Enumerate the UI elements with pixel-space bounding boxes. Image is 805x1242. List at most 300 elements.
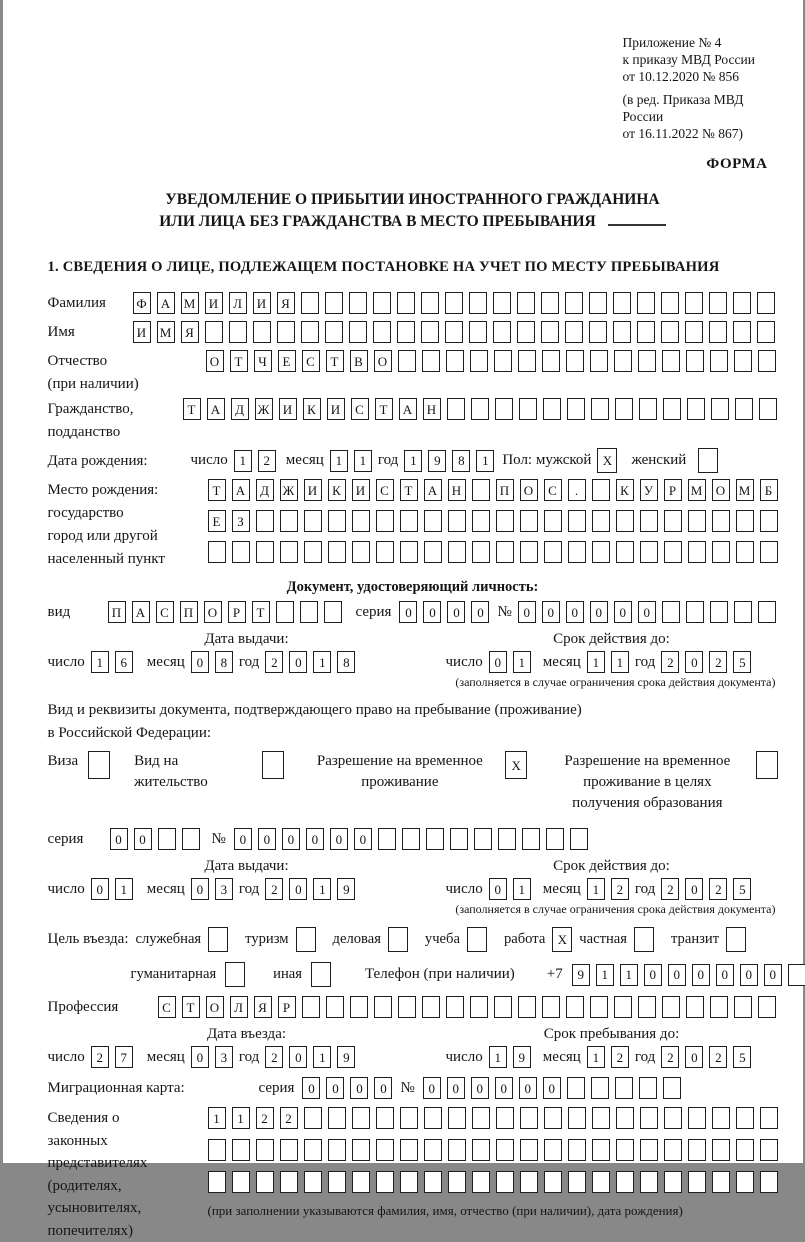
char-cell[interactable] xyxy=(301,321,319,343)
char-cell[interactable] xyxy=(735,398,753,420)
char-cell[interactable] xyxy=(757,292,775,314)
char-cell[interactable]: И xyxy=(133,321,151,343)
char-cell[interactable]: Т xyxy=(400,479,418,501)
char-cell[interactable]: А xyxy=(132,601,150,623)
purpose-official-checkbox[interactable] xyxy=(208,927,228,952)
char-cell[interactable] xyxy=(640,541,658,563)
char-cell[interactable]: 0 xyxy=(234,828,252,850)
res-expiry-day-cells[interactable] xyxy=(489,878,531,900)
char-cell[interactable] xyxy=(498,828,516,850)
char-cell[interactable] xyxy=(541,292,559,314)
birthplace-row1-cells[interactable] xyxy=(208,479,778,501)
char-cell[interactable]: И xyxy=(253,292,271,314)
stay-day-cells[interactable] xyxy=(489,1046,531,1068)
char-cell[interactable] xyxy=(542,350,560,372)
char-cell[interactable]: 1 xyxy=(91,651,109,673)
char-cell[interactable] xyxy=(472,1139,490,1161)
char-cell[interactable] xyxy=(662,996,680,1018)
char-cell[interactable]: 0 xyxy=(354,828,372,850)
char-cell[interactable]: 0 xyxy=(350,1077,368,1099)
char-cell[interactable] xyxy=(734,996,752,1018)
char-cell[interactable] xyxy=(760,1171,778,1193)
char-cell[interactable] xyxy=(448,1139,466,1161)
char-cell[interactable]: С xyxy=(156,601,174,623)
char-cell[interactable] xyxy=(662,601,680,623)
char-cell[interactable] xyxy=(758,350,776,372)
char-cell[interactable] xyxy=(400,510,418,532)
char-cell[interactable]: 0 xyxy=(614,601,632,623)
char-cell[interactable]: 0 xyxy=(668,964,686,986)
char-cell[interactable] xyxy=(565,292,583,314)
char-cell[interactable] xyxy=(592,1139,610,1161)
char-cell[interactable] xyxy=(232,1171,250,1193)
char-cell[interactable] xyxy=(374,996,392,1018)
char-cell[interactable]: 0 xyxy=(644,964,662,986)
char-cell[interactable] xyxy=(448,1171,466,1193)
char-cell[interactable] xyxy=(685,292,703,314)
char-cell[interactable] xyxy=(208,1139,226,1161)
char-cell[interactable] xyxy=(711,398,729,420)
char-cell[interactable] xyxy=(760,1107,778,1129)
char-cell[interactable] xyxy=(352,510,370,532)
char-cell[interactable] xyxy=(311,962,331,987)
char-cell[interactable] xyxy=(759,398,777,420)
char-cell[interactable] xyxy=(232,541,250,563)
char-cell[interactable] xyxy=(376,1139,394,1161)
char-cell[interactable]: П xyxy=(496,479,514,501)
char-cell[interactable] xyxy=(445,292,463,314)
char-cell[interactable] xyxy=(664,510,682,532)
char-cell[interactable] xyxy=(422,350,440,372)
char-cell[interactable] xyxy=(733,292,751,314)
char-cell[interactable]: О xyxy=(712,479,730,501)
char-cell[interactable]: 0 xyxy=(374,1077,392,1099)
res-number-cells[interactable] xyxy=(234,828,588,850)
char-cell[interactable]: 1 xyxy=(313,651,331,673)
birth-month-cells[interactable] xyxy=(330,450,372,472)
char-cell[interactable] xyxy=(349,292,367,314)
char-cell[interactable] xyxy=(232,1139,250,1161)
char-cell[interactable]: 5 xyxy=(733,1046,751,1068)
char-cell[interactable]: 0 xyxy=(685,651,703,673)
char-cell[interactable] xyxy=(687,398,705,420)
doc-kind-cells[interactable] xyxy=(108,601,342,623)
char-cell[interactable] xyxy=(710,996,728,1018)
char-cell[interactable] xyxy=(614,996,632,1018)
char-cell[interactable]: 0 xyxy=(638,601,656,623)
char-cell[interactable] xyxy=(640,1107,658,1129)
char-cell[interactable] xyxy=(494,996,512,1018)
char-cell[interactable] xyxy=(592,1107,610,1129)
char-cell[interactable] xyxy=(567,398,585,420)
char-cell[interactable] xyxy=(280,1171,298,1193)
char-cell[interactable] xyxy=(448,541,466,563)
char-cell[interactable] xyxy=(304,541,322,563)
char-cell[interactable]: Т xyxy=(252,601,270,623)
char-cell[interactable] xyxy=(520,1171,538,1193)
char-cell[interactable] xyxy=(520,1139,538,1161)
char-cell[interactable] xyxy=(402,828,420,850)
char-cell[interactable] xyxy=(590,996,608,1018)
char-cell[interactable]: М xyxy=(157,321,175,343)
birth-year-cells[interactable] xyxy=(404,450,494,472)
char-cell[interactable] xyxy=(324,601,342,623)
char-cell[interactable]: 0 xyxy=(447,1077,465,1099)
char-cell[interactable] xyxy=(520,510,538,532)
char-cell[interactable] xyxy=(788,964,805,986)
char-cell[interactable]: Б xyxy=(760,479,778,501)
char-cell[interactable] xyxy=(634,927,654,952)
char-cell[interactable] xyxy=(712,1107,730,1129)
char-cell[interactable] xyxy=(637,292,655,314)
char-cell[interactable]: А xyxy=(399,398,417,420)
char-cell[interactable] xyxy=(712,510,730,532)
char-cell[interactable] xyxy=(541,321,559,343)
char-cell[interactable]: Е xyxy=(208,510,226,532)
char-cell[interactable] xyxy=(469,321,487,343)
char-cell[interactable] xyxy=(664,1171,682,1193)
char-cell[interactable]: Р xyxy=(664,479,682,501)
char-cell[interactable] xyxy=(352,1139,370,1161)
char-cell[interactable] xyxy=(256,1139,274,1161)
char-cell[interactable] xyxy=(496,541,514,563)
char-cell[interactable] xyxy=(325,321,343,343)
char-cell[interactable] xyxy=(640,1139,658,1161)
char-cell[interactable]: 2 xyxy=(265,878,283,900)
char-cell[interactable]: 2 xyxy=(661,1046,679,1068)
char-cell[interactable] xyxy=(474,828,492,850)
char-cell[interactable] xyxy=(663,1077,681,1099)
char-cell[interactable]: З xyxy=(232,510,250,532)
char-cell[interactable]: 9 xyxy=(428,450,446,472)
char-cell[interactable]: Л xyxy=(229,292,247,314)
char-cell[interactable]: 0 xyxy=(543,1077,561,1099)
char-cell[interactable] xyxy=(688,1107,706,1129)
char-cell[interactable] xyxy=(638,996,656,1018)
char-cell[interactable]: 0 xyxy=(542,601,560,623)
char-cell[interactable] xyxy=(709,321,727,343)
char-cell[interactable] xyxy=(590,350,608,372)
char-cell[interactable] xyxy=(376,541,394,563)
char-cell[interactable] xyxy=(568,510,586,532)
char-cell[interactable] xyxy=(712,1139,730,1161)
char-cell[interactable]: О xyxy=(206,350,224,372)
char-cell[interactable] xyxy=(589,292,607,314)
char-cell[interactable]: Ж xyxy=(280,479,298,501)
sex-male-checkbox[interactable] xyxy=(597,448,617,473)
char-cell[interactable] xyxy=(376,1171,394,1193)
char-cell[interactable]: 0 xyxy=(489,878,507,900)
char-cell[interactable]: И xyxy=(352,479,370,501)
char-cell[interactable] xyxy=(277,321,295,343)
representatives-row2-cells[interactable] xyxy=(208,1139,778,1161)
char-cell[interactable] xyxy=(518,996,536,1018)
char-cell[interactable]: М xyxy=(181,292,199,314)
char-cell[interactable]: 1 xyxy=(587,878,605,900)
char-cell[interactable]: 2 xyxy=(280,1107,298,1129)
char-cell[interactable] xyxy=(349,321,367,343)
char-cell[interactable]: Е xyxy=(278,350,296,372)
citizenship-cells[interactable] xyxy=(183,398,777,420)
char-cell[interactable] xyxy=(760,541,778,563)
char-cell[interactable]: 0 xyxy=(764,964,782,986)
doc-expiry-day-cells[interactable] xyxy=(489,651,531,673)
char-cell[interactable]: 1 xyxy=(234,450,252,472)
char-cell[interactable] xyxy=(494,350,512,372)
char-cell[interactable]: А xyxy=(424,479,442,501)
char-cell[interactable] xyxy=(421,321,439,343)
char-cell[interactable]: 0 xyxy=(716,964,734,986)
char-cell[interactable] xyxy=(276,601,294,623)
char-cell[interactable] xyxy=(546,828,564,850)
char-cell[interactable] xyxy=(566,350,584,372)
char-cell[interactable] xyxy=(472,510,490,532)
char-cell[interactable]: Т xyxy=(326,350,344,372)
phone-cells[interactable] xyxy=(572,964,805,986)
char-cell[interactable] xyxy=(398,996,416,1018)
char-cell[interactable] xyxy=(698,448,718,473)
name-cells[interactable] xyxy=(133,321,775,343)
purpose-business-checkbox[interactable] xyxy=(388,927,408,952)
char-cell[interactable]: С xyxy=(376,479,394,501)
char-cell[interactable]: 0 xyxy=(289,878,307,900)
char-cell[interactable]: О xyxy=(374,350,392,372)
char-cell[interactable] xyxy=(736,510,754,532)
char-cell[interactable]: 1 xyxy=(611,651,629,673)
char-cell[interactable] xyxy=(543,398,561,420)
char-cell[interactable] xyxy=(229,321,247,343)
doc-issue-month-cells[interactable] xyxy=(191,651,233,673)
char-cell[interactable] xyxy=(592,1171,610,1193)
char-cell[interactable]: 2 xyxy=(256,1107,274,1129)
res-series-cells[interactable] xyxy=(110,828,200,850)
char-cell[interactable] xyxy=(661,292,679,314)
char-cell[interactable]: С xyxy=(544,479,562,501)
char-cell[interactable]: 1 xyxy=(115,878,133,900)
char-cell[interactable] xyxy=(426,828,444,850)
char-cell[interactable] xyxy=(616,1107,634,1129)
char-cell[interactable]: 8 xyxy=(215,651,233,673)
char-cell[interactable] xyxy=(496,1139,514,1161)
char-cell[interactable]: Р xyxy=(228,601,246,623)
char-cell[interactable] xyxy=(205,321,223,343)
char-cell[interactable]: 9 xyxy=(572,964,590,986)
char-cell[interactable] xyxy=(304,510,322,532)
char-cell[interactable] xyxy=(225,962,245,987)
char-cell[interactable] xyxy=(400,541,418,563)
visa-checkbox[interactable] xyxy=(88,751,110,779)
char-cell[interactable] xyxy=(544,1139,562,1161)
char-cell[interactable] xyxy=(470,350,488,372)
char-cell[interactable] xyxy=(616,541,634,563)
char-cell[interactable]: 1 xyxy=(208,1107,226,1129)
char-cell[interactable]: С xyxy=(158,996,176,1018)
char-cell[interactable]: 1 xyxy=(313,1046,331,1068)
char-cell[interactable] xyxy=(253,321,271,343)
char-cell[interactable]: 0 xyxy=(306,828,324,850)
char-cell[interactable] xyxy=(422,996,440,1018)
profession-cells[interactable] xyxy=(158,996,776,1018)
char-cell[interactable] xyxy=(688,1139,706,1161)
char-cell[interactable] xyxy=(616,510,634,532)
char-cell[interactable] xyxy=(568,1139,586,1161)
doc-expiry-year-cells[interactable] xyxy=(661,651,751,673)
char-cell[interactable] xyxy=(470,996,488,1018)
char-cell[interactable]: 0 xyxy=(302,1077,320,1099)
char-cell[interactable]: 2 xyxy=(265,1046,283,1068)
char-cell[interactable] xyxy=(760,1139,778,1161)
char-cell[interactable] xyxy=(517,321,535,343)
char-cell[interactable]: 0 xyxy=(685,878,703,900)
char-cell[interactable]: 3 xyxy=(215,1046,233,1068)
char-cell[interactable]: Я xyxy=(277,292,295,314)
char-cell[interactable]: 0 xyxy=(566,601,584,623)
char-cell[interactable] xyxy=(398,350,416,372)
char-cell[interactable] xyxy=(519,398,537,420)
char-cell[interactable] xyxy=(688,541,706,563)
migcard-number-cells[interactable] xyxy=(423,1077,681,1099)
stay-year-cells[interactable] xyxy=(661,1046,751,1068)
char-cell[interactable]: 0 xyxy=(423,1077,441,1099)
char-cell[interactable] xyxy=(638,350,656,372)
char-cell[interactable] xyxy=(544,510,562,532)
char-cell[interactable] xyxy=(280,541,298,563)
char-cell[interactable] xyxy=(328,510,346,532)
char-cell[interactable] xyxy=(733,321,751,343)
char-cell[interactable]: А xyxy=(157,292,175,314)
char-cell[interactable] xyxy=(424,541,442,563)
res-expiry-year-cells[interactable] xyxy=(661,878,751,900)
char-cell[interactable]: А xyxy=(207,398,225,420)
char-cell[interactable] xyxy=(400,1107,418,1129)
char-cell[interactable] xyxy=(518,350,536,372)
char-cell[interactable] xyxy=(616,1139,634,1161)
char-cell[interactable]: 8 xyxy=(337,651,355,673)
char-cell[interactable]: А xyxy=(232,479,250,501)
char-cell[interactable] xyxy=(756,751,778,779)
purpose-transit-checkbox[interactable] xyxy=(726,927,746,952)
char-cell[interactable] xyxy=(758,601,776,623)
char-cell[interactable] xyxy=(520,541,538,563)
char-cell[interactable] xyxy=(424,1171,442,1193)
char-cell[interactable]: В xyxy=(350,350,368,372)
char-cell[interactable]: 2 xyxy=(611,1046,629,1068)
char-cell[interactable]: 0 xyxy=(191,1046,209,1068)
char-cell[interactable]: И xyxy=(304,479,322,501)
char-cell[interactable]: К xyxy=(328,479,346,501)
char-cell[interactable]: 2 xyxy=(265,651,283,673)
char-cell[interactable] xyxy=(568,541,586,563)
char-cell[interactable]: 9 xyxy=(337,878,355,900)
char-cell[interactable]: Т xyxy=(375,398,393,420)
char-cell[interactable] xyxy=(544,1107,562,1129)
char-cell[interactable]: 0 xyxy=(518,601,536,623)
char-cell[interactable]: 3 xyxy=(215,878,233,900)
char-cell[interactable]: 1 xyxy=(587,651,605,673)
char-cell[interactable]: 0 xyxy=(289,1046,307,1068)
char-cell[interactable] xyxy=(300,601,318,623)
char-cell[interactable] xyxy=(326,996,344,1018)
char-cell[interactable] xyxy=(615,398,633,420)
char-cell[interactable] xyxy=(686,350,704,372)
char-cell[interactable]: 0 xyxy=(590,601,608,623)
char-cell[interactable] xyxy=(520,1107,538,1129)
char-cell[interactable] xyxy=(373,292,391,314)
char-cell[interactable] xyxy=(760,510,778,532)
purpose-private-checkbox[interactable] xyxy=(634,927,654,952)
char-cell[interactable] xyxy=(208,927,228,952)
char-cell[interactable]: 5 xyxy=(733,878,751,900)
char-cell[interactable] xyxy=(613,321,631,343)
char-cell[interactable]: С xyxy=(351,398,369,420)
char-cell[interactable]: 1 xyxy=(596,964,614,986)
char-cell[interactable] xyxy=(712,541,730,563)
char-cell[interactable] xyxy=(640,1171,658,1193)
char-cell[interactable] xyxy=(397,321,415,343)
char-cell[interactable]: П xyxy=(108,601,126,623)
char-cell[interactable]: М xyxy=(688,479,706,501)
char-cell[interactable]: 2 xyxy=(91,1046,109,1068)
char-cell[interactable]: 2 xyxy=(709,1046,727,1068)
res-issue-day-cells[interactable] xyxy=(91,878,133,900)
entry-month-cells[interactable] xyxy=(191,1046,233,1068)
char-cell[interactable]: 2 xyxy=(709,878,727,900)
char-cell[interactable] xyxy=(522,828,540,850)
char-cell[interactable]: 0 xyxy=(326,1077,344,1099)
char-cell[interactable]: 9 xyxy=(337,1046,355,1068)
char-cell[interactable] xyxy=(469,292,487,314)
char-cell[interactable] xyxy=(493,321,511,343)
char-cell[interactable] xyxy=(304,1139,322,1161)
temp-residence-education-checkbox[interactable] xyxy=(756,751,778,779)
char-cell[interactable] xyxy=(662,350,680,372)
char-cell[interactable]: 1 xyxy=(587,1046,605,1068)
res-expiry-month-cells[interactable] xyxy=(587,878,629,900)
res-issue-month-cells[interactable] xyxy=(191,878,233,900)
char-cell[interactable] xyxy=(568,1107,586,1129)
char-cell[interactable] xyxy=(388,927,408,952)
char-cell[interactable]: И xyxy=(327,398,345,420)
birthplace-row2-cells[interactable] xyxy=(208,510,778,532)
char-cell[interactable]: 0 xyxy=(91,878,109,900)
char-cell[interactable] xyxy=(688,1171,706,1193)
char-cell[interactable]: П xyxy=(180,601,198,623)
char-cell[interactable]: С xyxy=(302,350,320,372)
char-cell[interactable] xyxy=(734,601,752,623)
char-cell[interactable] xyxy=(592,541,610,563)
char-cell[interactable]: Н xyxy=(448,479,466,501)
char-cell[interactable]: Ч xyxy=(254,350,272,372)
char-cell[interactable] xyxy=(182,828,200,850)
char-cell[interactable] xyxy=(328,541,346,563)
char-cell[interactable] xyxy=(373,321,391,343)
char-cell[interactable] xyxy=(208,541,226,563)
patronymic-cells[interactable] xyxy=(206,350,776,372)
char-cell[interactable]: 0 xyxy=(489,651,507,673)
char-cell[interactable] xyxy=(304,1171,322,1193)
char-cell[interactable] xyxy=(446,996,464,1018)
char-cell[interactable] xyxy=(568,1171,586,1193)
char-cell[interactable] xyxy=(709,292,727,314)
entry-year-cells[interactable] xyxy=(265,1046,355,1068)
char-cell[interactable] xyxy=(352,1107,370,1129)
char-cell[interactable]: 0 xyxy=(447,601,465,623)
char-cell[interactable] xyxy=(446,350,464,372)
char-cell[interactable]: Я xyxy=(181,321,199,343)
char-cell[interactable] xyxy=(726,927,746,952)
char-cell[interactable] xyxy=(614,350,632,372)
char-cell[interactable]: 1 xyxy=(330,450,348,472)
